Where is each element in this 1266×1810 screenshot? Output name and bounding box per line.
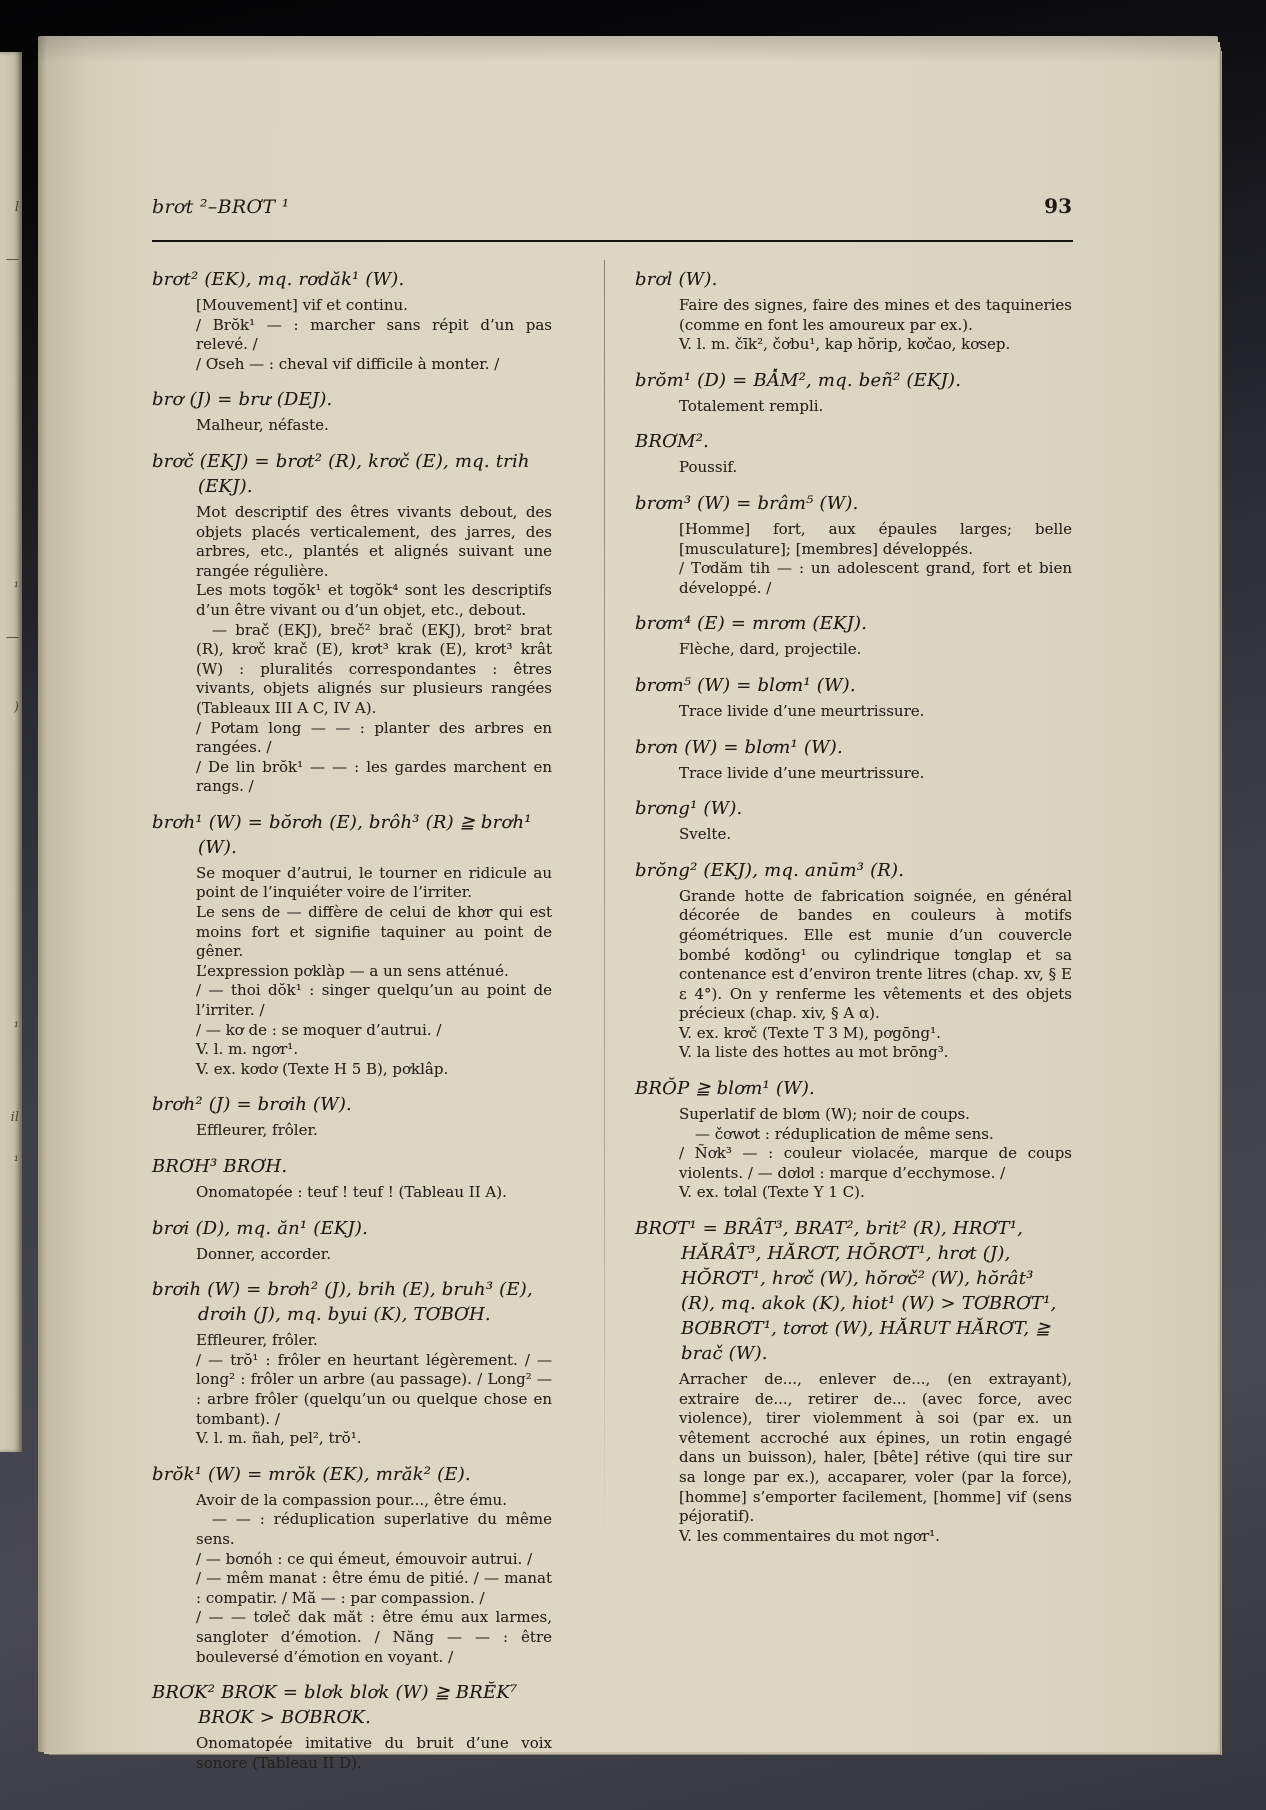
entry-definition: Svelte.	[679, 825, 732, 844]
entry-definition: V. l. m. čīk², čơbu¹, kap hŏrip, kơčao, kơsep.	[679, 335, 1011, 354]
entry-definition: V. ex. krơč (Texte T 3 M), pơgōng¹.	[679, 1023, 941, 1042]
entry-definition: Avoir de la compassion pour..., être ému.	[196, 1490, 507, 1509]
entry-definition: / — trŏ¹ : frôler en heurtant légèrement. / — long² : frôler un arbre (au passage). / Long² — : arbre frôler (quelqu’un ou quelque chose en tombant). /	[196, 1350, 552, 1428]
entry-definition: Trace livide d’une meurtrissure.	[679, 763, 925, 782]
entry-definition: Malheur, néfaste.	[196, 416, 329, 435]
page-header	[152, 194, 1072, 218]
entry-definition: / — bơnóh : ce qui émeut, émouvoir autrui. /	[196, 1549, 533, 1568]
entry-headword: BRƠT¹ = BRÂT³, BRAT², brit² (R), HRƠT¹, HĂRÂT³, HĂRƠT, HŎRƠT¹, hrơt (J), HŎRƠT¹, hrơč (W), hŏrơč² (W), hŏrât³ (R), mq. akok (K), hiot¹ (W) > TƠBRƠT¹, BƠBRƠT¹, tơrơt (W), HĂRUT HĂRƠT, ≧ brač (W).	[635, 1218, 1057, 1365]
facing-page-text-fragment: l	[14, 200, 19, 215]
entry-definition: Poussif.	[679, 458, 738, 477]
entry-headword: BRŎP ≧ blơm¹ (W).	[635, 1078, 815, 1100]
entry-headword: brơh¹ (W) = bŏrơh (E), brôh³ (R) ≧ brơh¹ (W).	[152, 811, 532, 858]
entry-definition: Superlatif de blơm (W); noir de coups.	[679, 1105, 970, 1124]
entry-definition: Arracher de..., enlever de..., (en extrayant), extraire de..., retirer de... (avec force, avec violence), tirer violemment à soi (par ex. un vêtement accroché aux épines, un rotin engagé dans un buisson), haler, [bête] rétive (qui tire sur sa longe par ex.), accaparer, voler (par la force), [homme] s’emporter facilement, [homme] vif (sens péjoratif).	[679, 1370, 1072, 1526]
entry-headword: brŏng² (EKJ), mq. anūm³ (R).	[635, 859, 905, 881]
facing-page-edge	[0, 52, 22, 1452]
dictionary-entry	[635, 1076, 1072, 1203]
entry-definition: Trace livide d’une meurtrissure.	[679, 701, 925, 720]
facing-page-text-fragment: —	[6, 630, 19, 645]
entry-headword: BRƠK² BRƠK = blơk blơk (W) ≧ BRĔK⁷ BRƠK > BƠBRƠK.	[152, 1682, 518, 1729]
entry-definition: Effleurer, frôler.	[196, 1121, 318, 1140]
entry-definition: / Ơseh — : cheval vif difficile à monter. /	[196, 354, 500, 373]
entry-definition: V. l. m. ñah, pel², trŏ¹.	[196, 1429, 362, 1448]
dictionary-entry	[152, 810, 552, 1080]
entry-headword: brơt² (EK), mq. rơdăk¹ (W).	[152, 269, 405, 290]
entry-definition: Grande hotte de fabrication soignée, en général décorée de bandes en couleurs à motifs géométriques. Elle est munie d’un couvercle bombé kơdŏng¹ ou cylindrique tơnglap et sa contenance est d’environ trente litres (chap. xv, § E ε 4°). On y renferme les vêtements et des objets précieux (chap. xiv, § A α).	[679, 886, 1072, 1023]
dictionary-entry	[152, 1462, 552, 1667]
column-divider	[604, 260, 605, 1556]
entry-definition: [Homme] fort, aux épaules larges; belle [musculature]; [membres] développés.	[679, 519, 1072, 558]
book-page	[38, 36, 1218, 1772]
entry-definition: / Ñơk³ — : couleur violacée, marque de coups violents. / — dơlơl : marque d’ecchymose. /	[679, 1144, 1072, 1182]
entry-definition: V. ex. kơdơ (Texte H 5 B), pơklâp.	[196, 1059, 449, 1078]
entry-headword: BRƠH³ BRƠH.	[152, 1156, 288, 1177]
entry-definition: Onomatopée : teuf ! teuf ! (Tableau II A).	[196, 1183, 507, 1201]
entry-definition: V. l. m. ngơr¹.	[196, 1040, 299, 1059]
facing-page-text-fragment: —	[6, 252, 19, 267]
dictionary-entry	[635, 796, 1072, 845]
entry-definition: [Mouvement] vif et continu.	[196, 296, 408, 314]
entry-headword: brơh² (J) = brơih (W).	[152, 1094, 352, 1116]
dictionary-entry	[635, 267, 1072, 355]
entry-definition: / Pơtam long — — : planter des arbres en rangées. /	[196, 718, 552, 757]
facing-page-text-fragment: ¹	[13, 1020, 19, 1035]
dictionary-entry	[152, 1680, 552, 1773]
dictionary-entry	[152, 1092, 552, 1141]
entry-headword: brơč (EKJ) = brơt² (R), krơč (E), mq. trih (EKJ).	[152, 450, 530, 497]
dictionary-entry	[635, 611, 1072, 660]
entry-definition: Flèche, dard, projectile.	[679, 640, 862, 659]
entry-headword: brơ (J) = brư (DEJ).	[152, 389, 333, 411]
entry-definition: Le sens de — diffère de celui de khơr qui est moins fort et signifie taquiner au point de gêner.	[196, 903, 552, 961]
entry-definition: / — — tơleč dak măt : être ému aux larmes, sangloter d’émotion. / Năng — — : être bouleversé d’émotion en voyant. /	[196, 1608, 552, 1666]
dictionary-entry	[152, 267, 552, 374]
entry-headword: brơi (D), mq. ăn¹ (EKJ).	[152, 1217, 369, 1239]
entry-definition: / — thoi dŏk¹ : singer quelqu’un au point de l’irriter. /	[196, 981, 552, 1020]
facing-page-text-fragment: ¹	[13, 580, 19, 595]
dictionary-entry	[635, 858, 1072, 1063]
dictionary-entry	[152, 1154, 552, 1203]
entry-definition: Les mots tơgŏk¹ et tơgŏk⁴ sont les descriptifs d’un être vivant ou d’un objet, etc., debout.	[196, 581, 552, 619]
entry-definition: / — mêm manat : être ému de pitié. / — manat : compatir. / Mă — : par compassion. /	[196, 1569, 552, 1607]
dictionary-entry	[635, 491, 1072, 598]
entry-definition: L’expression pơklàp — a un sens atténué.	[196, 961, 509, 980]
entry-definition: Faire des signes, faire des mines et des taquineries (comme en font les amoureux par ex.).	[679, 296, 1072, 334]
entry-definition: Totalement rempli.	[679, 396, 824, 415]
dictionary-entry	[152, 387, 552, 436]
entry-headword: brŏk¹ (W) = mrŏk (EK), mrăk² (E).	[152, 1463, 471, 1485]
left-column	[152, 254, 552, 1773]
entry-definition: Onomatopée imitative du bruit d’une voix sonore (Tableau II D).	[196, 1734, 552, 1772]
entry-headword: BRƠM².	[635, 431, 710, 453]
dictionary-entry	[152, 449, 552, 797]
entry-definition: V. les commentaires du mot ngơr¹.	[679, 1526, 940, 1545]
entry-headword: brơng¹ (W).	[635, 798, 743, 820]
entry-headword: brŏm¹ (D) = BA̽M², mq. beñ² (EKJ).	[635, 369, 962, 391]
dictionary-entry	[152, 1277, 552, 1449]
entry-definition: / De lin brŏk¹ — — : les gardes marchent en rangs. /	[196, 757, 552, 796]
facing-page-text-fragment: il	[10, 1110, 19, 1125]
entry-definition: / Tơdăm tih — : un adolescent grand, fort et bien développé. /	[679, 559, 1072, 597]
entry-definition: — brač (EKJ), breč² brač (EKJ), brơt² brat (R), krơč krač (E), krơt³ krak (E), krơt³ krât (W) : pluralités correspondantes : êtres vivants, objets alignés sur plusieurs rangées (Tableaux III A C, IV A).	[196, 620, 552, 717]
entry-headword: brơm⁵ (W) = blơm¹ (W).	[635, 674, 856, 696]
dictionary-entry	[635, 429, 1072, 478]
dictionary-entry	[635, 673, 1072, 722]
entry-definition: Donner, accorder.	[196, 1244, 332, 1263]
right-column	[635, 254, 1072, 1546]
page-number: 93	[1044, 194, 1072, 218]
running-title: brơt ²–BRƠT ¹	[152, 196, 290, 218]
dictionary-entry	[635, 1216, 1072, 1546]
entry-headword: brơl (W).	[635, 269, 718, 290]
dictionary-entry	[635, 735, 1072, 784]
entry-headword: brơih (W) = brơh² (J), brih (E), bruh³ (E), drơih (J), mq. byui (K), TƠBƠH.	[152, 1279, 533, 1326]
entry-headword: brơm³ (W) = brâm⁵ (W).	[635, 492, 859, 514]
facing-page-text-fragment: ¹	[13, 1154, 19, 1169]
entry-definition: V. ex. tơlal (Texte Y 1 C).	[679, 1183, 865, 1202]
entry-definition: / — kơ de : se moquer d’autrui. /	[196, 1020, 442, 1039]
entry-headword: brơn (W) = blơm¹ (W).	[635, 736, 843, 758]
entry-definition: — čơwơt : réduplication de même sens.	[695, 1124, 994, 1143]
entry-definition: Mot descriptif des êtres vivants debout, des objets placés verticalement, des jarres, des arbres, etc., plantés et alignés suivant une rangée régulière.	[196, 502, 552, 580]
entry-definition: V. la liste des hottes au mot brōng³.	[679, 1043, 949, 1062]
header-rule	[152, 240, 1073, 242]
entry-headword: brơm⁴ (E) = mrơm (EKJ).	[635, 613, 868, 635]
dictionary-entry	[152, 1216, 552, 1265]
facing-page-text-fragment: )	[13, 700, 19, 715]
entry-definition: / Brŏk¹ — : marcher sans répit d’un pas relevé. /	[196, 315, 552, 354]
entry-definition: — — : réduplication superlative du même sens.	[196, 1510, 552, 1548]
entry-definition: Effleurer, frôler.	[196, 1331, 318, 1350]
dictionary-entry	[635, 368, 1072, 417]
entry-definition: Se moquer d’autrui, le tourner en ridicule au point de l’inquiéter voire de l’irriter.	[196, 863, 552, 902]
